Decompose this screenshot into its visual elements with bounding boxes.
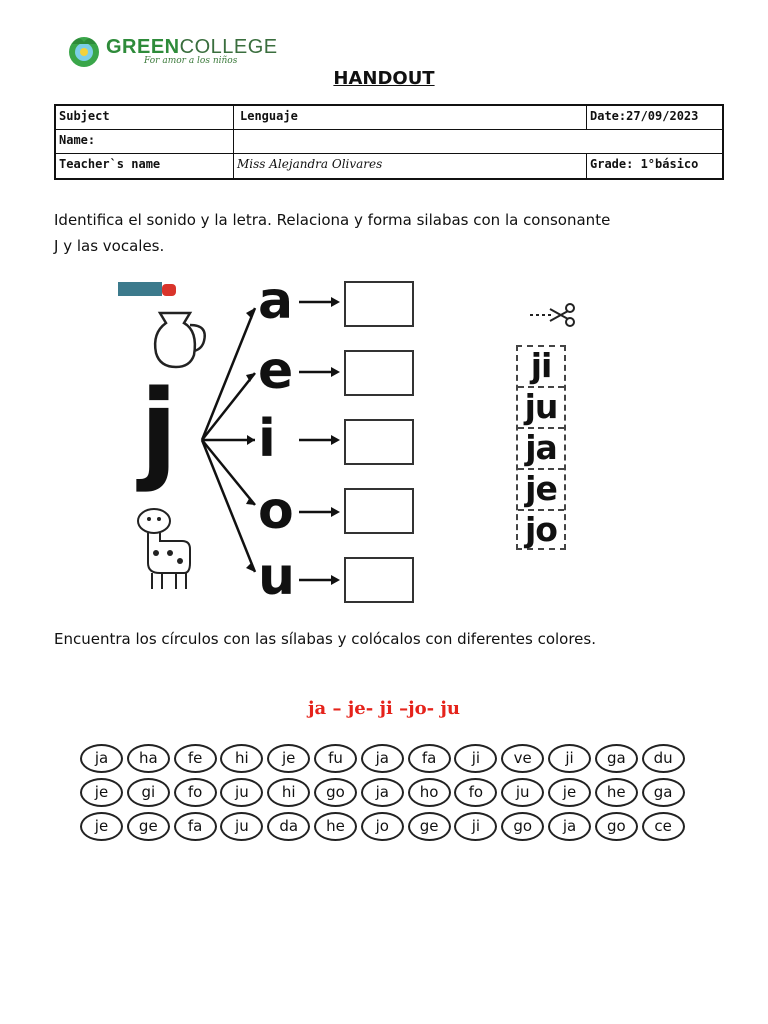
cutout-syllable[interactable]: ju — [518, 388, 564, 429]
answer-box-u[interactable] — [344, 557, 414, 603]
answer-box-i[interactable] — [344, 419, 414, 465]
syllable-circle[interactable]: ji — [454, 744, 497, 773]
logo-name: GREENCOLLEGE — [106, 36, 278, 58]
table-row — [56, 130, 722, 154]
cutout-syllable-strip — [516, 345, 566, 550]
subject-label: Subject — [56, 106, 234, 129]
syllable-circle[interactable]: ga — [595, 744, 638, 773]
syllable-circle[interactable]: ja — [548, 812, 591, 841]
syllable-circle[interactable]: fu — [314, 744, 357, 773]
syllable-circle[interactable]: jo — [361, 812, 404, 841]
vowel-u: u — [258, 547, 296, 607]
syllable-circle[interactable]: ji — [548, 744, 591, 773]
vowel-a: a — [258, 271, 294, 331]
syllable-circle[interactable]: ja — [361, 778, 404, 807]
syllable-circle[interactable]: go — [314, 778, 357, 807]
syllable-circle[interactable]: fa — [174, 812, 217, 841]
vowel-e: e — [258, 341, 294, 401]
name-field[interactable] — [234, 130, 722, 153]
syllable-circle[interactable]: ji — [454, 812, 497, 841]
syllable-circle[interactable]: da — [267, 812, 310, 841]
syllable-circle[interactable]: fo — [454, 778, 497, 807]
logo-tagline: For amor a los niños — [144, 56, 238, 66]
syllable-circle[interactable]: ce — [642, 812, 685, 841]
instruction-2: Encuentra los círculos con las sílabas y colócalos con diferentes colores. — [54, 630, 596, 648]
answer-box-e[interactable] — [344, 350, 414, 396]
date-cell: Date:27/09/2023 — [590, 109, 699, 123]
consonant-letter: j — [140, 366, 178, 494]
name-label: Name: — [56, 130, 234, 153]
instruction-1: Identifica el sonido y la letra. Relaciona y forma silabas con la consonante J y las vocales. — [54, 211, 611, 255]
grade-cell: Grade: 1°básico — [590, 157, 699, 171]
syllable-circle[interactable]: fo — [174, 778, 217, 807]
letter-matching-exercise — [110, 271, 670, 607]
cutout-syllable[interactable]: ji — [518, 347, 564, 388]
answer-box-o[interactable] — [344, 488, 414, 534]
syllable-circle[interactable]: du — [642, 744, 685, 773]
syllable-circle[interactable]: go — [595, 812, 638, 841]
syllable-circle[interactable]: ju — [220, 778, 263, 807]
scissors-icon — [530, 304, 574, 326]
cutout-syllable[interactable]: ja — [518, 429, 564, 470]
syllable-circle[interactable]: je — [267, 744, 310, 773]
syllable-circle[interactable]: he — [595, 778, 638, 807]
cutout-syllable[interactable]: je — [518, 470, 564, 511]
syllable-circle[interactable]: fa — [408, 744, 451, 773]
syllable-circle[interactable]: ju — [220, 812, 263, 841]
teacher-label: Teacher`s name — [56, 154, 234, 178]
syllable-circle[interactable]: ho — [408, 778, 451, 807]
syllable-circle[interactable]: ve — [501, 744, 544, 773]
syllable-circle[interactable]: je — [548, 778, 591, 807]
vowel-o: o — [258, 481, 294, 541]
syllable-circle[interactable]: he — [314, 812, 357, 841]
answer-box-a[interactable] — [344, 281, 414, 327]
syllable-circle[interactable]: ge — [127, 812, 170, 841]
syllable-circle[interactable]: fe — [174, 744, 217, 773]
table-row — [56, 154, 722, 178]
info-table — [54, 104, 724, 180]
syllable-circle[interactable]: ju — [501, 778, 544, 807]
syllable-circle[interactable]: je — [80, 812, 123, 841]
syllable-circle[interactable]: je — [80, 778, 123, 807]
vowel-i: i — [258, 409, 276, 469]
target-syllables-heading: ja – je- ji –jo- ju — [308, 698, 460, 719]
syllable-circle[interactable]: ge — [408, 812, 451, 841]
teacher-value: Miss Alejandra Olivares — [234, 154, 587, 178]
subject-value: Lenguaje — [234, 106, 587, 129]
globe-leaf-icon — [64, 30, 104, 70]
syllable-circle[interactable]: hi — [267, 778, 310, 807]
syllable-circle[interactable]: ja — [361, 744, 404, 773]
syllable-circle[interactable]: ha — [127, 744, 170, 773]
syllable-circle[interactable]: gi — [127, 778, 170, 807]
cutout-syllable[interactable]: jo — [525, 510, 557, 549]
syllable-circle-grid — [80, 744, 690, 844]
page-title: HANDOUT — [333, 68, 435, 89]
syllable-circle[interactable]: go — [501, 812, 544, 841]
syllable-circle[interactable]: ja — [80, 744, 123, 773]
syllable-circle[interactable]: hi — [220, 744, 263, 773]
syllable-circle[interactable]: ga — [642, 778, 685, 807]
table-row — [56, 106, 722, 130]
college-logo — [64, 30, 278, 72]
